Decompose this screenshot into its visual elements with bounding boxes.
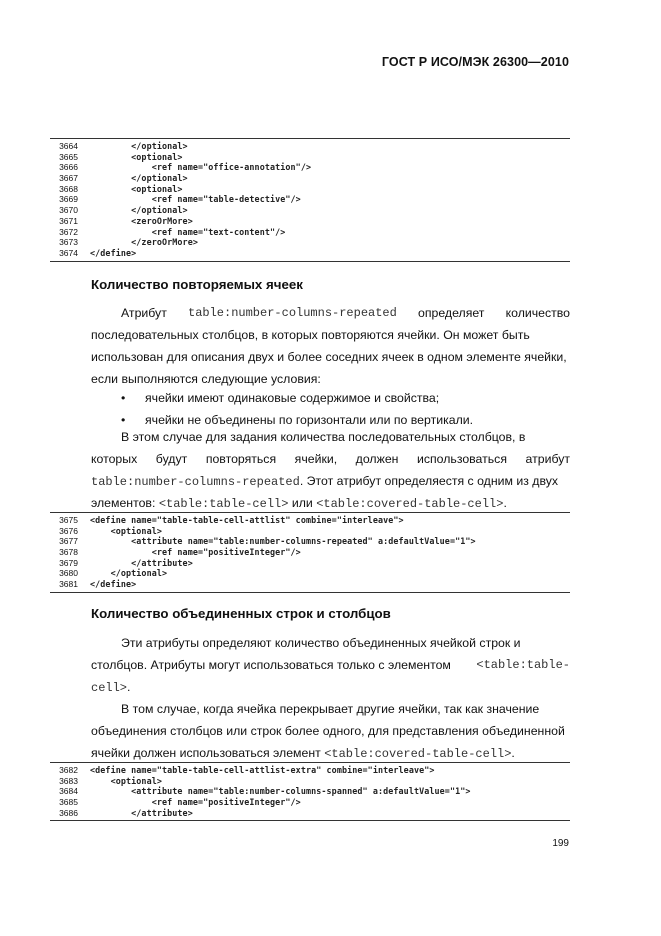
code-line <box>50 173 570 184</box>
line-number: 3685 <box>59 797 78 808</box>
code-listing-1 <box>50 138 570 262</box>
code-text: </optional> <box>90 173 188 184</box>
word: будут <box>155 452 188 466</box>
code-line <box>50 141 570 152</box>
code-text: <optional> <box>90 525 162 536</box>
code-inline: <table:table-cell> <box>158 497 289 511</box>
text: . <box>511 746 515 760</box>
page-number: 199 <box>552 838 569 849</box>
code-line <box>50 568 570 579</box>
section-heading-spanned-cells: Количество объединенных строк и столбцов <box>91 606 391 621</box>
code-listing-2 <box>50 512 570 593</box>
paragraph-spanned-cells-2 <box>91 698 570 764</box>
paragraph-spanned-cells <box>91 632 570 698</box>
line-number: 3667 <box>59 173 78 184</box>
text: . Этот атрибут определяестя с одним из двух <box>299 474 559 488</box>
code-line <box>50 184 570 195</box>
code-text: <ref name="office-annotation"/> <box>90 162 312 173</box>
code-inline: cell> <box>91 681 128 695</box>
text: ячейки должен использоваться элемент <box>91 746 321 760</box>
word: должен <box>355 452 399 466</box>
code-text: <optional> <box>90 183 183 194</box>
text: Атрибут <box>121 306 167 320</box>
code-text: <attribute name="table:number-columns-spanned" a:defaultValue="1"> <box>90 786 471 797</box>
text-line: В том случае, когда ячейка перекрывает другие ячейки, так как значение <box>121 702 540 716</box>
code-text: </define> <box>90 579 137 590</box>
text-line: если выполняются следующие условия: <box>91 372 321 386</box>
text: столбцов. Атрибуты могут использоваться только с элементом <box>91 658 451 672</box>
code-text: </define> <box>90 247 137 258</box>
code-line <box>50 152 570 163</box>
paragraph-repeated-cells-2 <box>91 426 570 514</box>
line-number: 3679 <box>59 557 78 568</box>
list-item <box>121 413 473 427</box>
list-item <box>121 391 439 405</box>
word: повторяться <box>205 452 277 466</box>
code-text: <ref name="table-detective"/> <box>90 194 301 205</box>
list-item-text: ячейки не объединены по горизонтали или по вертикали. <box>145 413 474 427</box>
code-inline: <table:covered-table-cell> <box>324 747 512 761</box>
line-number: 3686 <box>59 807 78 818</box>
line-number: 3664 <box>59 141 78 151</box>
code-line <box>50 216 570 227</box>
text-line: последовательных столбцов, в которых повторяются ячейки. Он может быть <box>91 328 530 342</box>
code-line <box>50 227 570 238</box>
text-line: Эти атрибуты определяют количество объединенных ячейкой строк и <box>121 636 521 650</box>
code-line <box>50 536 570 547</box>
line-number: 3678 <box>59 547 78 558</box>
line-number: 3680 <box>59 568 78 579</box>
text-line <box>91 448 570 470</box>
code-line <box>50 547 570 558</box>
code-text: </attribute> <box>90 557 193 568</box>
code-line <box>50 558 570 569</box>
line-number: 3671 <box>59 215 78 226</box>
code-line <box>50 526 570 537</box>
line-number: 3668 <box>59 183 78 194</box>
line-number: 3670 <box>59 205 78 216</box>
line-number: 3665 <box>59 151 78 162</box>
text-line: объединения столбцов или строк более одного, для представления объединенной <box>91 724 565 738</box>
line-number: 3684 <box>59 786 78 797</box>
code-text: <optional> <box>90 151 183 162</box>
word: использоваться <box>417 452 507 466</box>
code-line <box>50 237 570 248</box>
code-line <box>50 776 570 787</box>
word: ячейки, <box>294 452 338 466</box>
list-item-text: ячейки имеют одинаковые содержимое и свойства; <box>145 391 440 405</box>
code-line <box>50 797 570 808</box>
code-text: </optional> <box>90 568 168 579</box>
code-text: <zeroOrMore> <box>90 215 193 226</box>
line-number: 3674 <box>59 247 78 258</box>
code-text: </zeroOrMore> <box>90 237 198 248</box>
code-text: <ref name="text-content"/> <box>90 226 286 237</box>
code-text: </optional> <box>90 141 188 151</box>
code-inline: table:number-columns-repeated <box>91 475 300 489</box>
code-line <box>50 205 570 216</box>
code-text: <define name="table-table-cell-attlist-extra" combine="interleave"> <box>90 765 435 775</box>
line-number: 3672 <box>59 226 78 237</box>
line-number: 3676 <box>59 525 78 536</box>
code-text: <define name="table-table-cell-attlist" combine="interleave"> <box>90 515 404 525</box>
code-text: <ref name="positiveInteger"/> <box>90 797 301 808</box>
text: или <box>291 496 313 510</box>
code-inline: table:number-columns-repeated <box>188 306 397 320</box>
code-listing-3 <box>50 762 570 821</box>
text: определяет <box>418 306 485 320</box>
text: . <box>127 680 131 694</box>
section-heading-repeated-cells: Количество повторяемых ячеек <box>91 277 303 292</box>
code-line <box>50 808 570 819</box>
code-text: </optional> <box>90 205 188 216</box>
document-header: ГОСТ Р ИСО/МЭК 26300—2010 <box>381 55 569 69</box>
bullet-marker: • <box>121 413 126 427</box>
line-number: 3683 <box>59 775 78 786</box>
code-line <box>50 162 570 173</box>
bullet-marker: • <box>121 391 126 405</box>
text-line: В этом случае для задания количества последовательных столбцов, в <box>121 430 526 444</box>
line-number: 3669 <box>59 194 78 205</box>
line-number: 3666 <box>59 162 78 173</box>
word: которых <box>91 452 138 466</box>
line-number: 3675 <box>59 515 78 525</box>
code-line <box>50 579 570 590</box>
text: количество <box>505 306 570 320</box>
code-line <box>50 786 570 797</box>
code-text: <optional> <box>90 775 162 786</box>
code-inline: <table:covered-table-cell> <box>316 497 504 511</box>
code-line <box>50 248 570 259</box>
paragraph-repeated-cells <box>91 302 570 390</box>
line-number: 3673 <box>59 237 78 248</box>
code-text: <attribute name="table:number-columns-repeated" a:defaultValue="1"> <box>90 536 476 547</box>
line-number: 3681 <box>59 579 78 590</box>
code-line <box>50 194 570 205</box>
text: . <box>503 496 507 510</box>
code-text: </attribute> <box>90 807 193 818</box>
text-line: использован для описания двух и более соседних ячеек в одном элементе ячейки, <box>91 350 567 364</box>
code-inline: <table:table- <box>476 658 570 672</box>
code-line <box>50 765 570 776</box>
text: элементов: <box>91 496 156 510</box>
code-line <box>50 515 570 526</box>
line-number: 3682 <box>59 765 78 775</box>
code-text: <ref name="positiveInteger"/> <box>90 547 301 558</box>
word: атрибут <box>525 452 570 466</box>
line-number: 3677 <box>59 536 78 547</box>
